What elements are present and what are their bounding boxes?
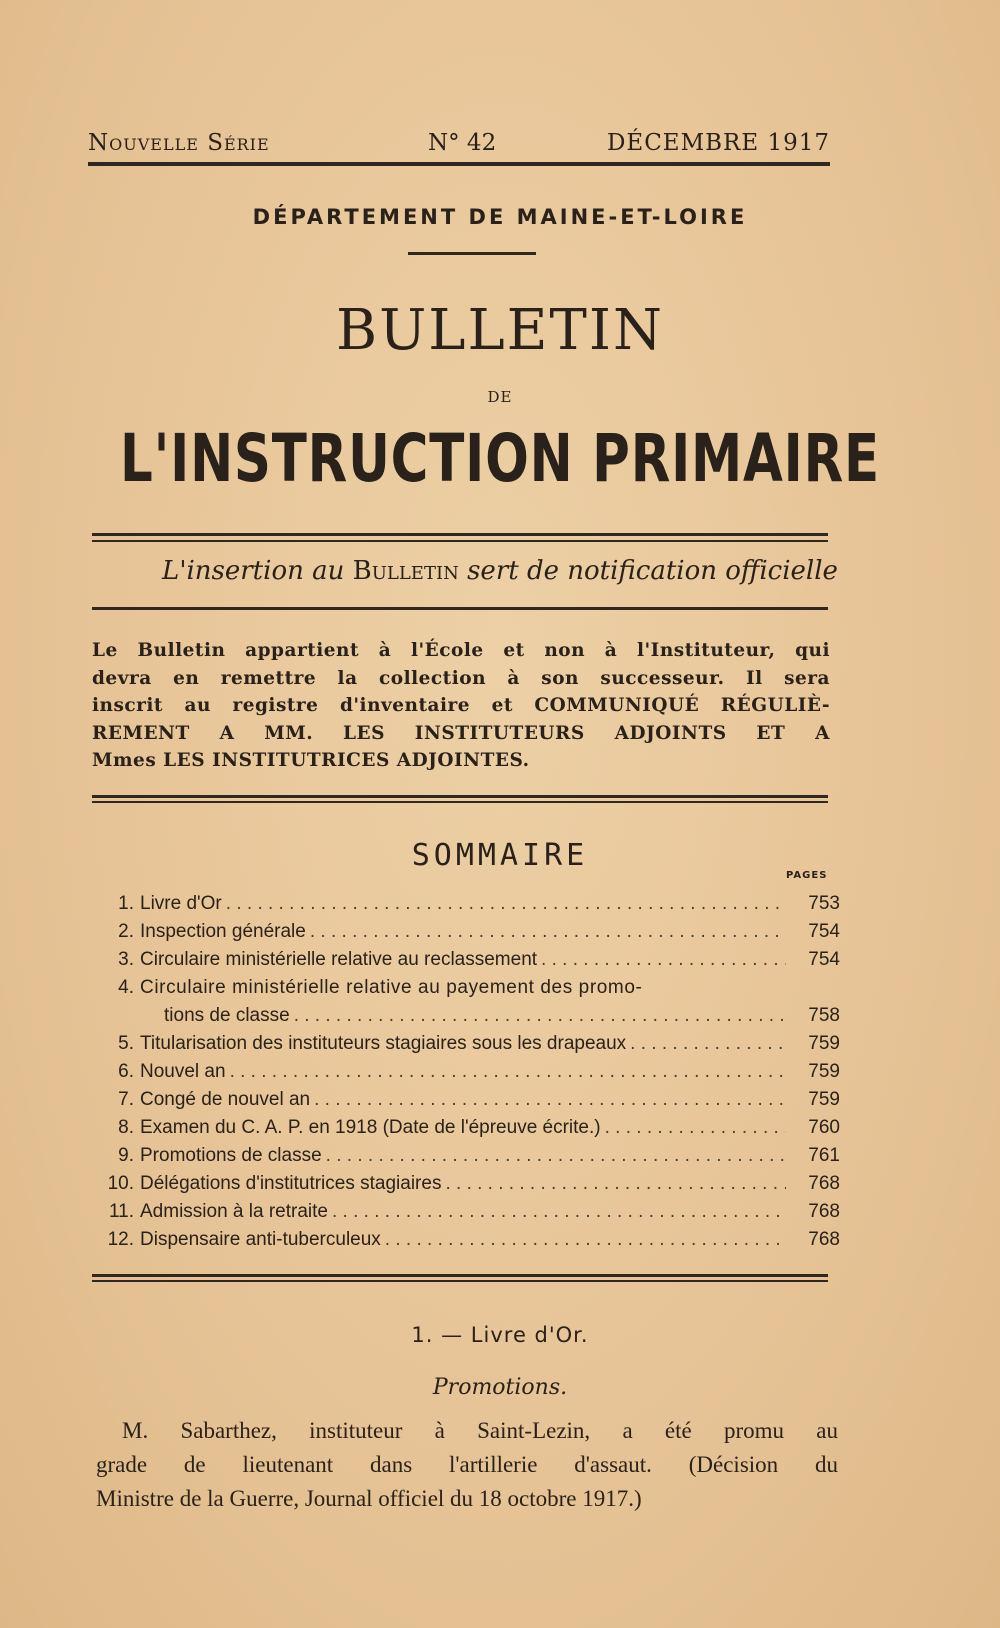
toc-number: 3. bbox=[118, 949, 134, 970]
department-heading: DÉPARTEMENT DE MAINE-ET-LOIRE bbox=[252, 205, 748, 229]
section-subtitle: Promotions. bbox=[432, 1375, 568, 1400]
notice-line: devra en remettre la collection à son successeur. Il sera bbox=[92, 667, 830, 689]
toc-title: Promotions de classe bbox=[140, 1145, 322, 1166]
toc-page: 761 bbox=[808, 1145, 840, 1166]
toc-page: 768 bbox=[808, 1229, 840, 1250]
notice-double-rule bbox=[92, 795, 828, 803]
sommaire-double-rule bbox=[92, 1274, 828, 1282]
toc-title: Délégations d'institutrices stagiaires bbox=[140, 1173, 442, 1194]
toc-number: 6. bbox=[118, 1061, 134, 1082]
toc-page: 753 bbox=[808, 893, 840, 914]
toc-row-continuation[interactable] bbox=[100, 1002, 840, 1030]
toc-leader bbox=[605, 1114, 786, 1142]
toc-row[interactable] bbox=[100, 1170, 840, 1198]
toc-page: 768 bbox=[808, 1201, 840, 1222]
issue-date: DÉCEMBRE 1917 bbox=[606, 130, 830, 156]
insertion-part2: Bulletin bbox=[352, 556, 459, 586]
toc-row[interactable] bbox=[100, 1030, 840, 1058]
toc-number: 2. bbox=[118, 921, 134, 942]
title-double-rule bbox=[92, 533, 828, 542]
notice-line: inscrit au registre d'inventaire et COMMUNIQUÉ RÉGULIÈ- bbox=[92, 695, 830, 716]
toc-leader bbox=[226, 890, 786, 918]
toc-row[interactable] bbox=[100, 974, 840, 1002]
toc-leader bbox=[230, 1058, 786, 1086]
section-body bbox=[96, 1414, 838, 1516]
toc-title: Titularisation des instituteurs stagiaires sous les drapeaux bbox=[140, 1033, 627, 1054]
toc-number: 11. bbox=[108, 1201, 134, 1222]
toc-leader bbox=[314, 1086, 786, 1114]
toc-leader bbox=[310, 918, 786, 946]
toc-number: 12. bbox=[107, 1229, 134, 1250]
toc-number: 5. bbox=[118, 1033, 134, 1054]
notice-line: Le Bulletin appartient à l'École et non à l'Instituteur, qui bbox=[92, 640, 830, 661]
toc-row[interactable] bbox=[100, 890, 840, 918]
toc-title: Inspection générale bbox=[140, 921, 306, 942]
title-main: L'INSTRUCTION PRIMAIRE bbox=[120, 420, 880, 497]
toc-number: 1. bbox=[118, 893, 134, 914]
header-rule bbox=[88, 162, 830, 166]
toc-title: Circulaire ministérielle relative au payement des promo- bbox=[140, 977, 643, 998]
toc-row[interactable] bbox=[100, 946, 840, 974]
toc-number: 8. bbox=[118, 1117, 134, 1138]
toc-page: 759 bbox=[808, 1033, 840, 1054]
title-de: DE bbox=[487, 388, 513, 406]
toc-title: Congé de nouvel an bbox=[140, 1089, 311, 1110]
toc-page: 759 bbox=[808, 1061, 840, 1082]
body-line: M. Sabarthez, instituteur à Saint-Lezin, a été promu au bbox=[122, 1418, 838, 1443]
notice-line: Mmes LES INSTITUTRICES ADJOINTES. bbox=[92, 750, 530, 771]
toc-row[interactable] bbox=[100, 1086, 840, 1114]
toc-leader bbox=[326, 1142, 786, 1170]
toc-title: Livre d'Or bbox=[140, 893, 222, 914]
toc-row[interactable] bbox=[100, 1198, 840, 1226]
toc-number: 10. bbox=[107, 1173, 134, 1194]
series-label: Nouvelle Série bbox=[88, 130, 270, 156]
issue-header bbox=[88, 130, 830, 160]
body-line: Ministre de la Guerre, Journal officiel du 18 octobre 1917.) bbox=[96, 1486, 642, 1511]
toc-title: tions de classe bbox=[164, 1005, 290, 1026]
toc-leader bbox=[445, 1170, 786, 1198]
toc-leader bbox=[332, 1198, 786, 1226]
insertion-part1: L'insertion au bbox=[162, 556, 345, 586]
toc-leader bbox=[630, 1030, 786, 1058]
toc-page: 768 bbox=[808, 1173, 840, 1194]
insertion-notice bbox=[0, 556, 1000, 586]
body-line: grade de lieutenant dans l'artillerie d'assaut. (Décision du bbox=[96, 1452, 838, 1477]
toc-row[interactable] bbox=[100, 1058, 840, 1086]
sommaire-heading: SOMMAIRE bbox=[411, 838, 589, 873]
toc-title: Admission à la retraite bbox=[140, 1201, 328, 1222]
ownership-notice bbox=[92, 637, 830, 775]
toc-title: Examen du C. A. P. en 1918 (Date de l'épreuve écrite.) bbox=[140, 1117, 601, 1138]
toc-row[interactable] bbox=[100, 1142, 840, 1170]
toc-page: 759 bbox=[808, 1089, 840, 1110]
insertion-rule bbox=[92, 607, 828, 610]
toc-leader bbox=[385, 1226, 786, 1254]
toc-title: Nouvel an bbox=[140, 1061, 226, 1082]
section-title: 1. — Livre d'Or. bbox=[411, 1323, 589, 1347]
toc-number: 7. bbox=[118, 1089, 134, 1110]
pages-column-label: PAGES bbox=[786, 870, 828, 881]
title-bulletin: BULLETIN bbox=[335, 298, 665, 363]
toc-title: Dispensaire anti-tuberculeux bbox=[140, 1229, 381, 1250]
toc-title: Circulaire ministérielle relative au reclassement bbox=[140, 949, 538, 970]
toc-page: 754 bbox=[808, 949, 840, 970]
toc-page: 758 bbox=[808, 1005, 840, 1026]
table-of-contents bbox=[100, 890, 840, 1254]
toc-row[interactable] bbox=[100, 1114, 840, 1142]
toc-row[interactable] bbox=[100, 918, 840, 946]
toc-leader bbox=[294, 1002, 786, 1030]
insertion-part3: sert de notification officielle bbox=[467, 556, 838, 586]
toc-page: 760 bbox=[808, 1117, 840, 1138]
toc-number: 4. bbox=[118, 977, 134, 998]
toc-page: 754 bbox=[808, 921, 840, 942]
issue-number: N° 42 bbox=[428, 130, 497, 156]
department-rule bbox=[408, 252, 536, 255]
notice-line: REMENT A MM. LES INSTITUTEURS ADJOINTS ET A bbox=[92, 722, 830, 744]
toc-number: 9. bbox=[118, 1145, 134, 1166]
toc-leader bbox=[541, 946, 786, 974]
toc-row[interactable] bbox=[100, 1226, 840, 1254]
